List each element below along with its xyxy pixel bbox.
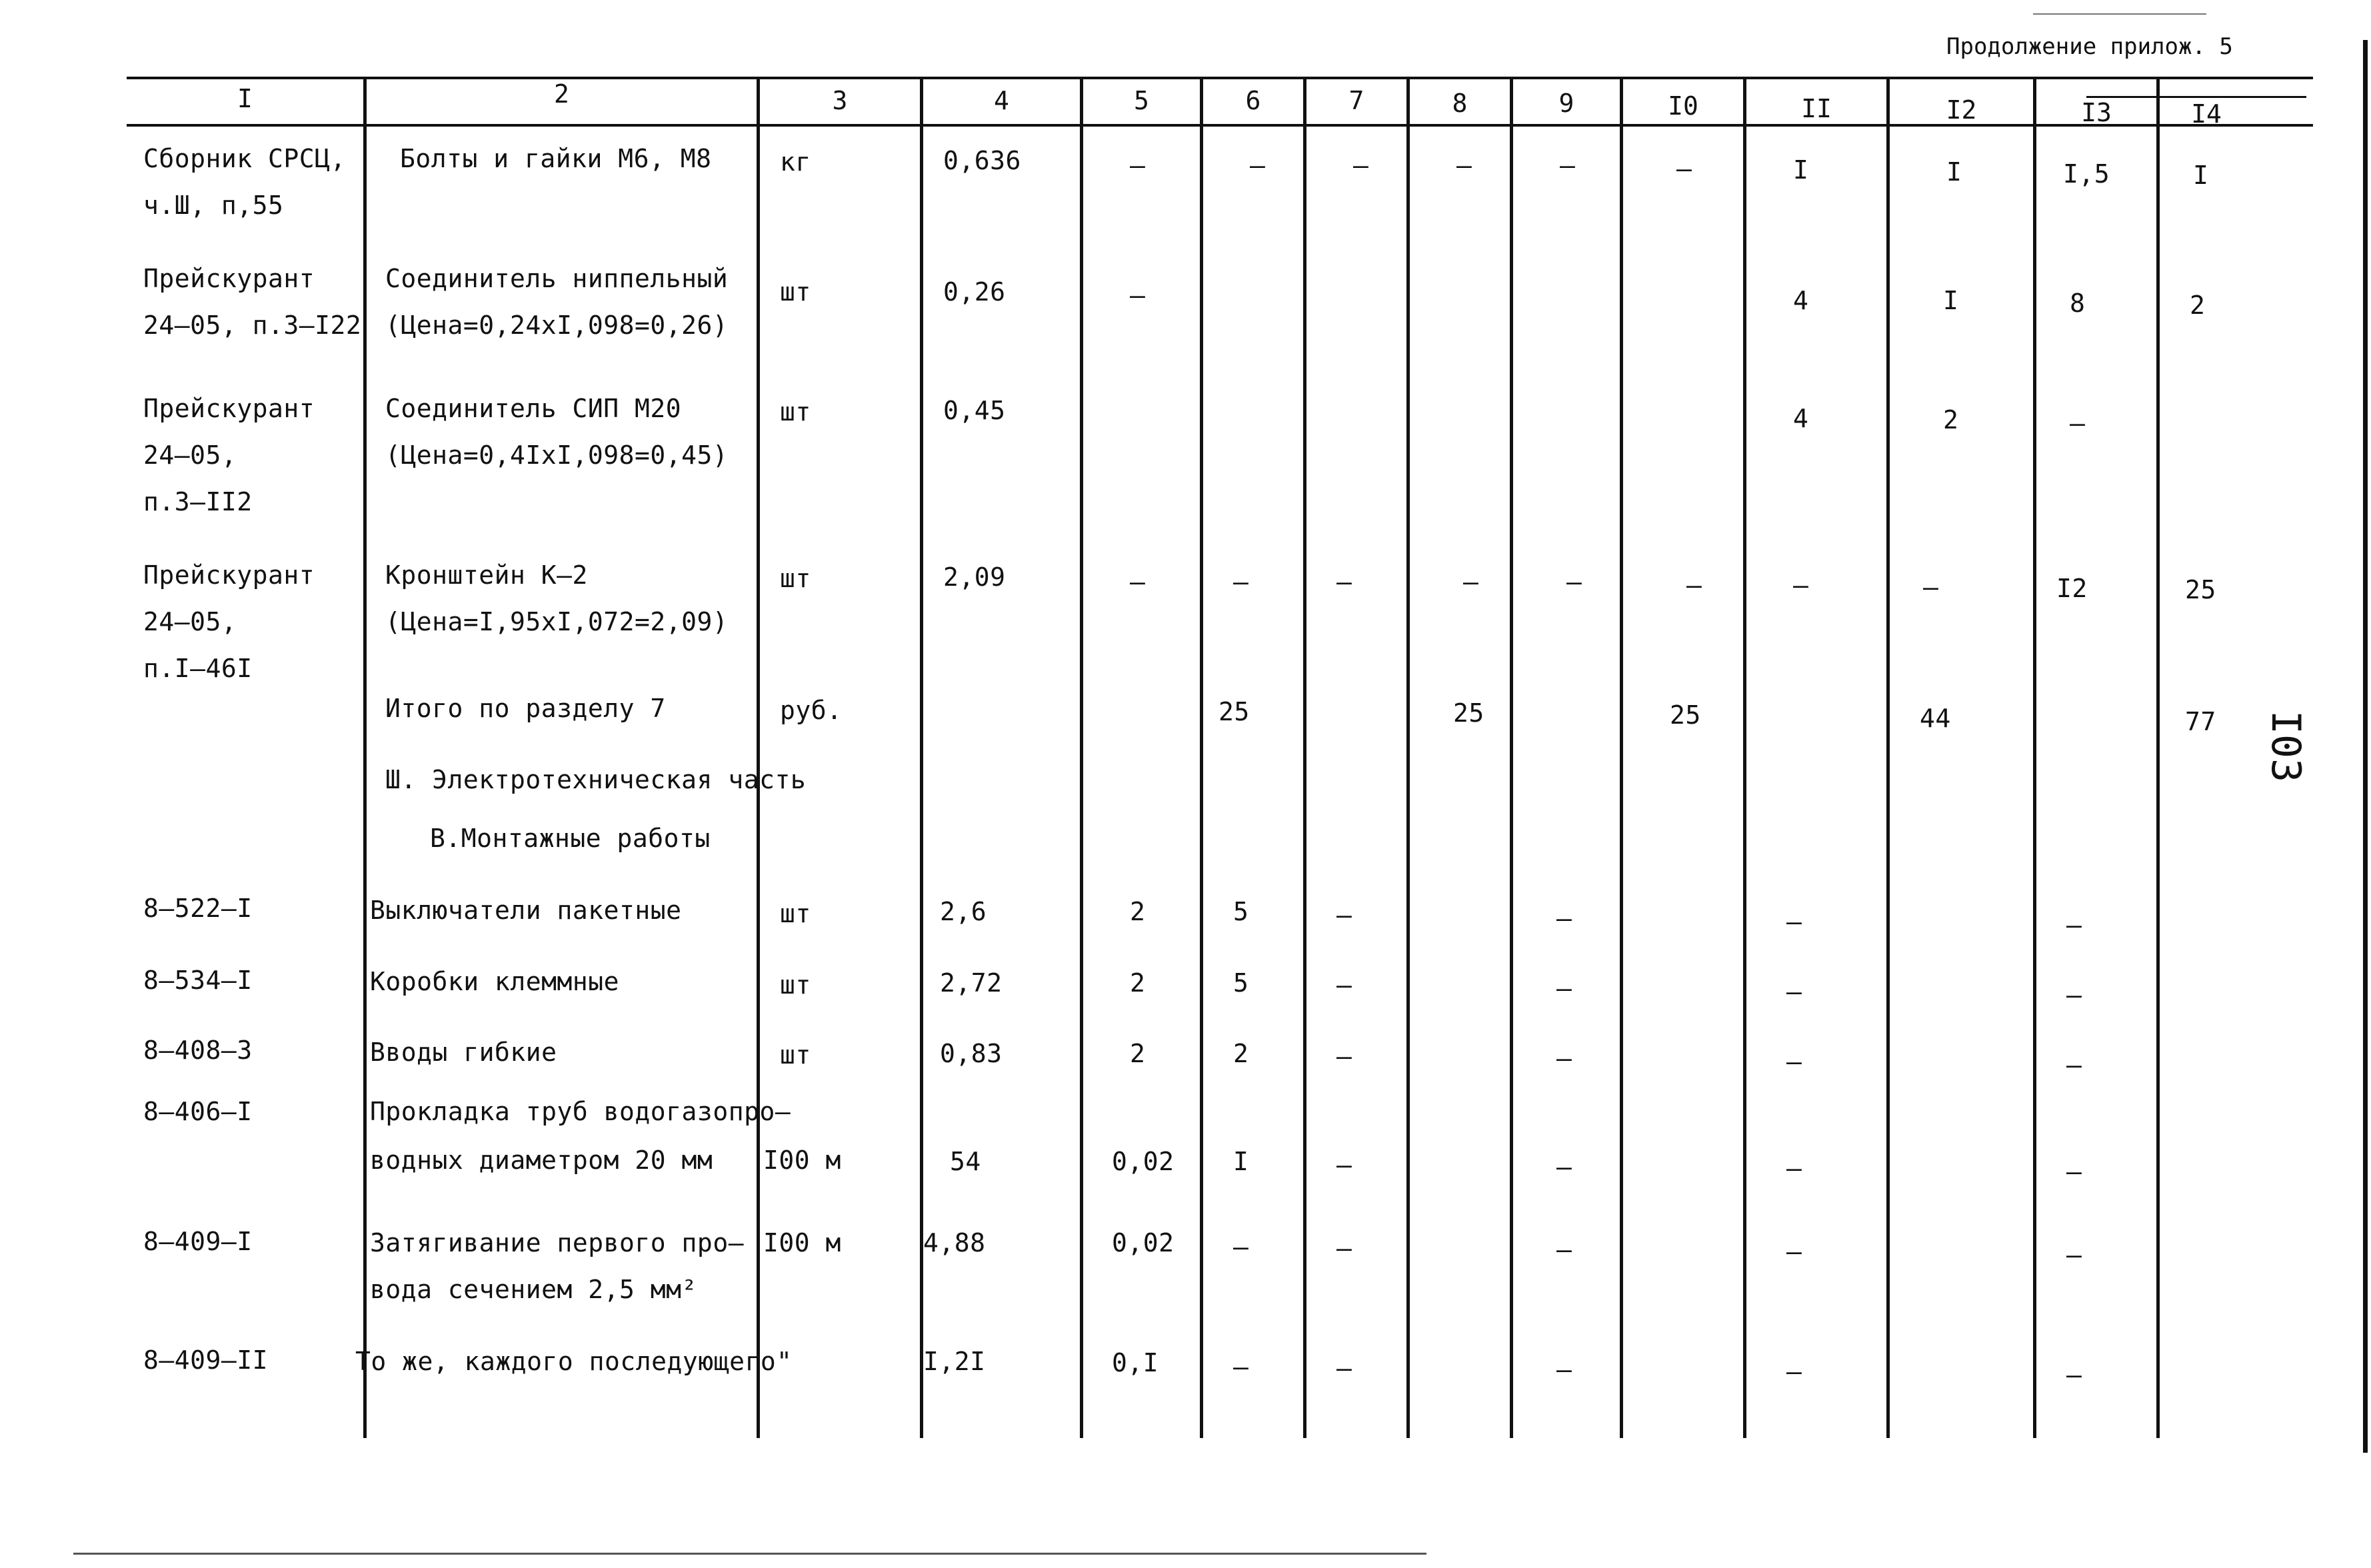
row-4-name-line-1: Кронштейн К–2 xyxy=(385,560,588,590)
row-4-code-line-3: п.I–46I xyxy=(143,654,253,683)
row-13-c6: – xyxy=(1233,1352,1249,1381)
row-13-c4: I,2I xyxy=(923,1347,986,1376)
col-header-6: 6 xyxy=(1245,86,1261,115)
row-8-c7: – xyxy=(1336,900,1352,930)
row-13-name: То же, каждого последующего xyxy=(355,1347,777,1376)
row-11-code: 8–406–I xyxy=(143,1097,253,1126)
row-13-code: 8–409–II xyxy=(143,1345,269,1375)
row-3-code-line-2: 24–05, xyxy=(143,440,237,470)
row-1-unit: кг xyxy=(780,147,811,177)
row-13-c7: – xyxy=(1336,1353,1352,1383)
col-divider-4 xyxy=(1080,79,1083,1438)
row-8-c6: 5 xyxy=(1233,897,1249,926)
page-number: I03 xyxy=(2262,710,2310,783)
row-4-c13: I2 xyxy=(2056,574,2088,603)
row-11-c9: – xyxy=(1556,1152,1572,1181)
row-12-c11: – xyxy=(1786,1237,1802,1266)
row-1-c11: I xyxy=(1793,155,1809,185)
row-2-name-line-1: Соединитель ниппельный xyxy=(385,264,729,293)
col-divider-12 xyxy=(2033,79,2036,1438)
section-total-c12: 44 xyxy=(1920,704,1951,733)
row-11-c13: – xyxy=(2066,1157,2082,1186)
col-header-1: I xyxy=(237,84,253,113)
row-1-c14: I xyxy=(2193,161,2209,190)
row-4-c11: – xyxy=(1793,570,1809,600)
row-4-c12: – xyxy=(1923,572,1939,602)
row-12-c13: – xyxy=(2066,1240,2082,1269)
row-10-code: 8–408–3 xyxy=(143,1036,253,1065)
section-total-c8: 25 xyxy=(1453,698,1484,728)
row-10-c4: 0,83 xyxy=(940,1039,1003,1068)
row-10-c9: – xyxy=(1556,1044,1572,1073)
row-9-c5: 2 xyxy=(1130,968,1146,998)
row-11-unit: I00 м xyxy=(763,1146,841,1175)
col-divider-8 xyxy=(1510,79,1513,1438)
row-4-c10: – xyxy=(1686,570,1702,600)
row-3-unit: шт xyxy=(780,397,811,426)
row-4-c7: – xyxy=(1336,567,1352,596)
row-8-c13: – xyxy=(2066,910,2082,940)
row-9-c7: – xyxy=(1336,970,1352,1000)
row-9-c4: 2,72 xyxy=(940,968,1003,998)
row-12-c6: – xyxy=(1233,1232,1249,1261)
row-2-code-line-1: Прейскурант xyxy=(143,264,315,293)
row-3-name-line-2: (Цена=0,4IхI,098=0,45) xyxy=(385,440,729,470)
col-divider-13 xyxy=(2156,79,2160,1438)
continuation-note: Продолжение прилож. 5 xyxy=(1946,33,2233,60)
row-2-c4: 0,26 xyxy=(943,277,1006,307)
col-header-13: I3 xyxy=(2081,98,2112,127)
section-total-unit: руб. xyxy=(780,696,843,725)
row-1-c9: – xyxy=(1560,151,1576,180)
section-total-c6: 25 xyxy=(1218,697,1250,726)
row-1-code-line-2: ч.Ш, п,55 xyxy=(143,191,284,220)
row-4-c8: – xyxy=(1463,567,1479,596)
row-9-c11: – xyxy=(1786,977,1802,1006)
row-10-c6: 2 xyxy=(1233,1039,1249,1068)
col-divider-9 xyxy=(1620,79,1623,1438)
row-10-c7: – xyxy=(1336,1042,1352,1071)
row-4-c9: – xyxy=(1566,567,1582,596)
row-12-name-line-2: вода сечением 2,5 мм² xyxy=(370,1275,697,1304)
col-divider-6 xyxy=(1303,79,1306,1438)
col-divider-10 xyxy=(1743,79,1746,1438)
section-total-c14: 77 xyxy=(2185,707,2216,736)
row-3-c4: 0,45 xyxy=(943,396,1006,425)
row-12-c9: – xyxy=(1556,1235,1572,1264)
col-header-11: II xyxy=(1801,94,1832,123)
col-header-14: I4 xyxy=(2191,99,2222,129)
col-header-4: 4 xyxy=(994,86,1009,115)
section-total-c10: 25 xyxy=(1670,700,1701,730)
row-8-unit: шт xyxy=(780,899,811,928)
row-4-unit: шт xyxy=(780,564,811,593)
row-1-c13: I,5 xyxy=(2063,159,2110,189)
section-heading: Ш. Электротехническая часть xyxy=(385,765,807,794)
row-1-c12: I xyxy=(1946,157,1962,187)
col-divider-5 xyxy=(1200,79,1203,1438)
row-10-c13: – xyxy=(2066,1050,2082,1080)
col-divider-1 xyxy=(363,79,367,1438)
row-4-c5: – xyxy=(1130,567,1146,596)
row-10-c5: 2 xyxy=(1130,1039,1146,1068)
col-divider-11 xyxy=(1886,79,1890,1438)
row-12-name-line-1: Затягивание первого про– xyxy=(370,1228,745,1257)
row-8-c11: – xyxy=(1786,907,1802,936)
row-12-c5: 0,02 xyxy=(1112,1228,1175,1257)
row-13-unit: " xyxy=(777,1347,793,1376)
row-4-code-line-1: Прейскурант xyxy=(143,560,315,590)
row-10-unit: шт xyxy=(780,1040,811,1070)
col-header-2: 2 xyxy=(554,79,569,109)
col-header-9: 9 xyxy=(1558,89,1574,118)
row-3-code-line-3: п.3–II2 xyxy=(143,487,253,516)
row-10-name: Вводы гибкие xyxy=(370,1038,557,1067)
col-header-10: I0 xyxy=(1668,91,1698,121)
col-divider-2 xyxy=(757,79,760,1438)
row-11-name-line-2: водных диаметром 20 мм xyxy=(370,1146,713,1175)
row-2-c14: 2 xyxy=(2190,291,2206,320)
row-11-c5: 0,02 xyxy=(1112,1147,1175,1176)
col-header-12: I2 xyxy=(1946,95,1977,125)
row-2-name-line-2: (Цена=0,24хI,098=0,26) xyxy=(385,311,729,340)
row-4-c14: 25 xyxy=(2185,575,2216,604)
row-8-c4: 2,6 xyxy=(940,897,987,926)
row-1-c6: – xyxy=(1250,151,1266,180)
row-9-c13: – xyxy=(2066,980,2082,1010)
col-header-5: 5 xyxy=(1134,86,1149,115)
row-3-name-line-1: Соединитель СИП М20 xyxy=(385,394,682,423)
row-3-code-line-1: Прейскурант xyxy=(143,394,315,423)
col-divider-7 xyxy=(1406,79,1410,1438)
row-9-code: 8–534–I xyxy=(143,966,253,995)
right-border xyxy=(2363,40,2368,1453)
row-1-name: Болты и гайки М6, М8 xyxy=(400,144,712,173)
row-11-c11: – xyxy=(1786,1154,1802,1183)
col-header-8: 8 xyxy=(1452,89,1468,118)
row-13-c9: – xyxy=(1556,1355,1572,1384)
row-8-c5: 2 xyxy=(1130,897,1146,926)
row-2-c13: 8 xyxy=(2070,289,2086,318)
row-1-c5: – xyxy=(1130,151,1146,180)
row-11-c6: I xyxy=(1233,1147,1249,1176)
row-1-c4: 0,636 xyxy=(943,146,1021,175)
row-12-c7: – xyxy=(1336,1233,1352,1263)
row-3-c11: 4 xyxy=(1793,404,1809,433)
row-8-code: 8–522–I xyxy=(143,894,253,923)
row-13-c13: – xyxy=(2066,1360,2082,1389)
row-13-c11: – xyxy=(1786,1357,1802,1386)
row-1-c7: – xyxy=(1353,151,1369,180)
row-2-c11: 4 xyxy=(1793,286,1809,315)
footer-line xyxy=(73,1553,1426,1555)
col-header-3: 3 xyxy=(832,86,848,115)
row-3-c12: 2 xyxy=(1943,405,1959,434)
row-8-name: Выключатели пакетные xyxy=(370,896,682,925)
row-12-c4: 4,88 xyxy=(923,1228,986,1257)
top-scan-line xyxy=(2033,13,2206,15)
subsection-heading: В.Монтажные работы xyxy=(430,824,711,853)
row-4-name-line-2: (Цена=I,95хI,072=2,09) xyxy=(385,607,729,636)
row-8-c9: – xyxy=(1556,904,1572,933)
row-10-c11: – xyxy=(1786,1047,1802,1076)
row-2-unit: шт xyxy=(780,277,811,307)
row-9-name: Коробки клеммные xyxy=(370,967,620,996)
row-11-c4: 54 xyxy=(950,1147,981,1176)
row-3-c13: – xyxy=(2070,408,2086,438)
row-12-unit: I00 м xyxy=(763,1228,841,1257)
row-1-c10: – xyxy=(1676,154,1692,183)
row-2-code-line-2: 24–05, п.3–I22 xyxy=(143,311,362,340)
row-9-unit: шт xyxy=(780,970,811,1000)
row-13-c5: 0,I xyxy=(1112,1348,1159,1377)
row-4-c4: 2,09 xyxy=(943,562,1006,592)
row-4-code-line-2: 24–05, xyxy=(143,607,237,636)
row-12-code: 8–409–I xyxy=(143,1227,253,1256)
section-total-label: Итого по разделу 7 xyxy=(385,694,666,723)
row-9-c9: – xyxy=(1556,974,1572,1003)
row-11-c7: – xyxy=(1336,1150,1352,1179)
row-9-c6: 5 xyxy=(1233,968,1249,998)
row-2-c5: – xyxy=(1130,281,1146,310)
row-4-c6: – xyxy=(1233,567,1249,596)
row-1-code-line-1: Сборник СРСЦ, xyxy=(143,144,346,173)
col-header-7: 7 xyxy=(1348,86,1364,115)
row-2-c12: I xyxy=(1943,286,1959,315)
row-11-name-line-1: Прокладка труб водогазопро– xyxy=(370,1097,791,1126)
row-1-c8: – xyxy=(1456,151,1472,180)
